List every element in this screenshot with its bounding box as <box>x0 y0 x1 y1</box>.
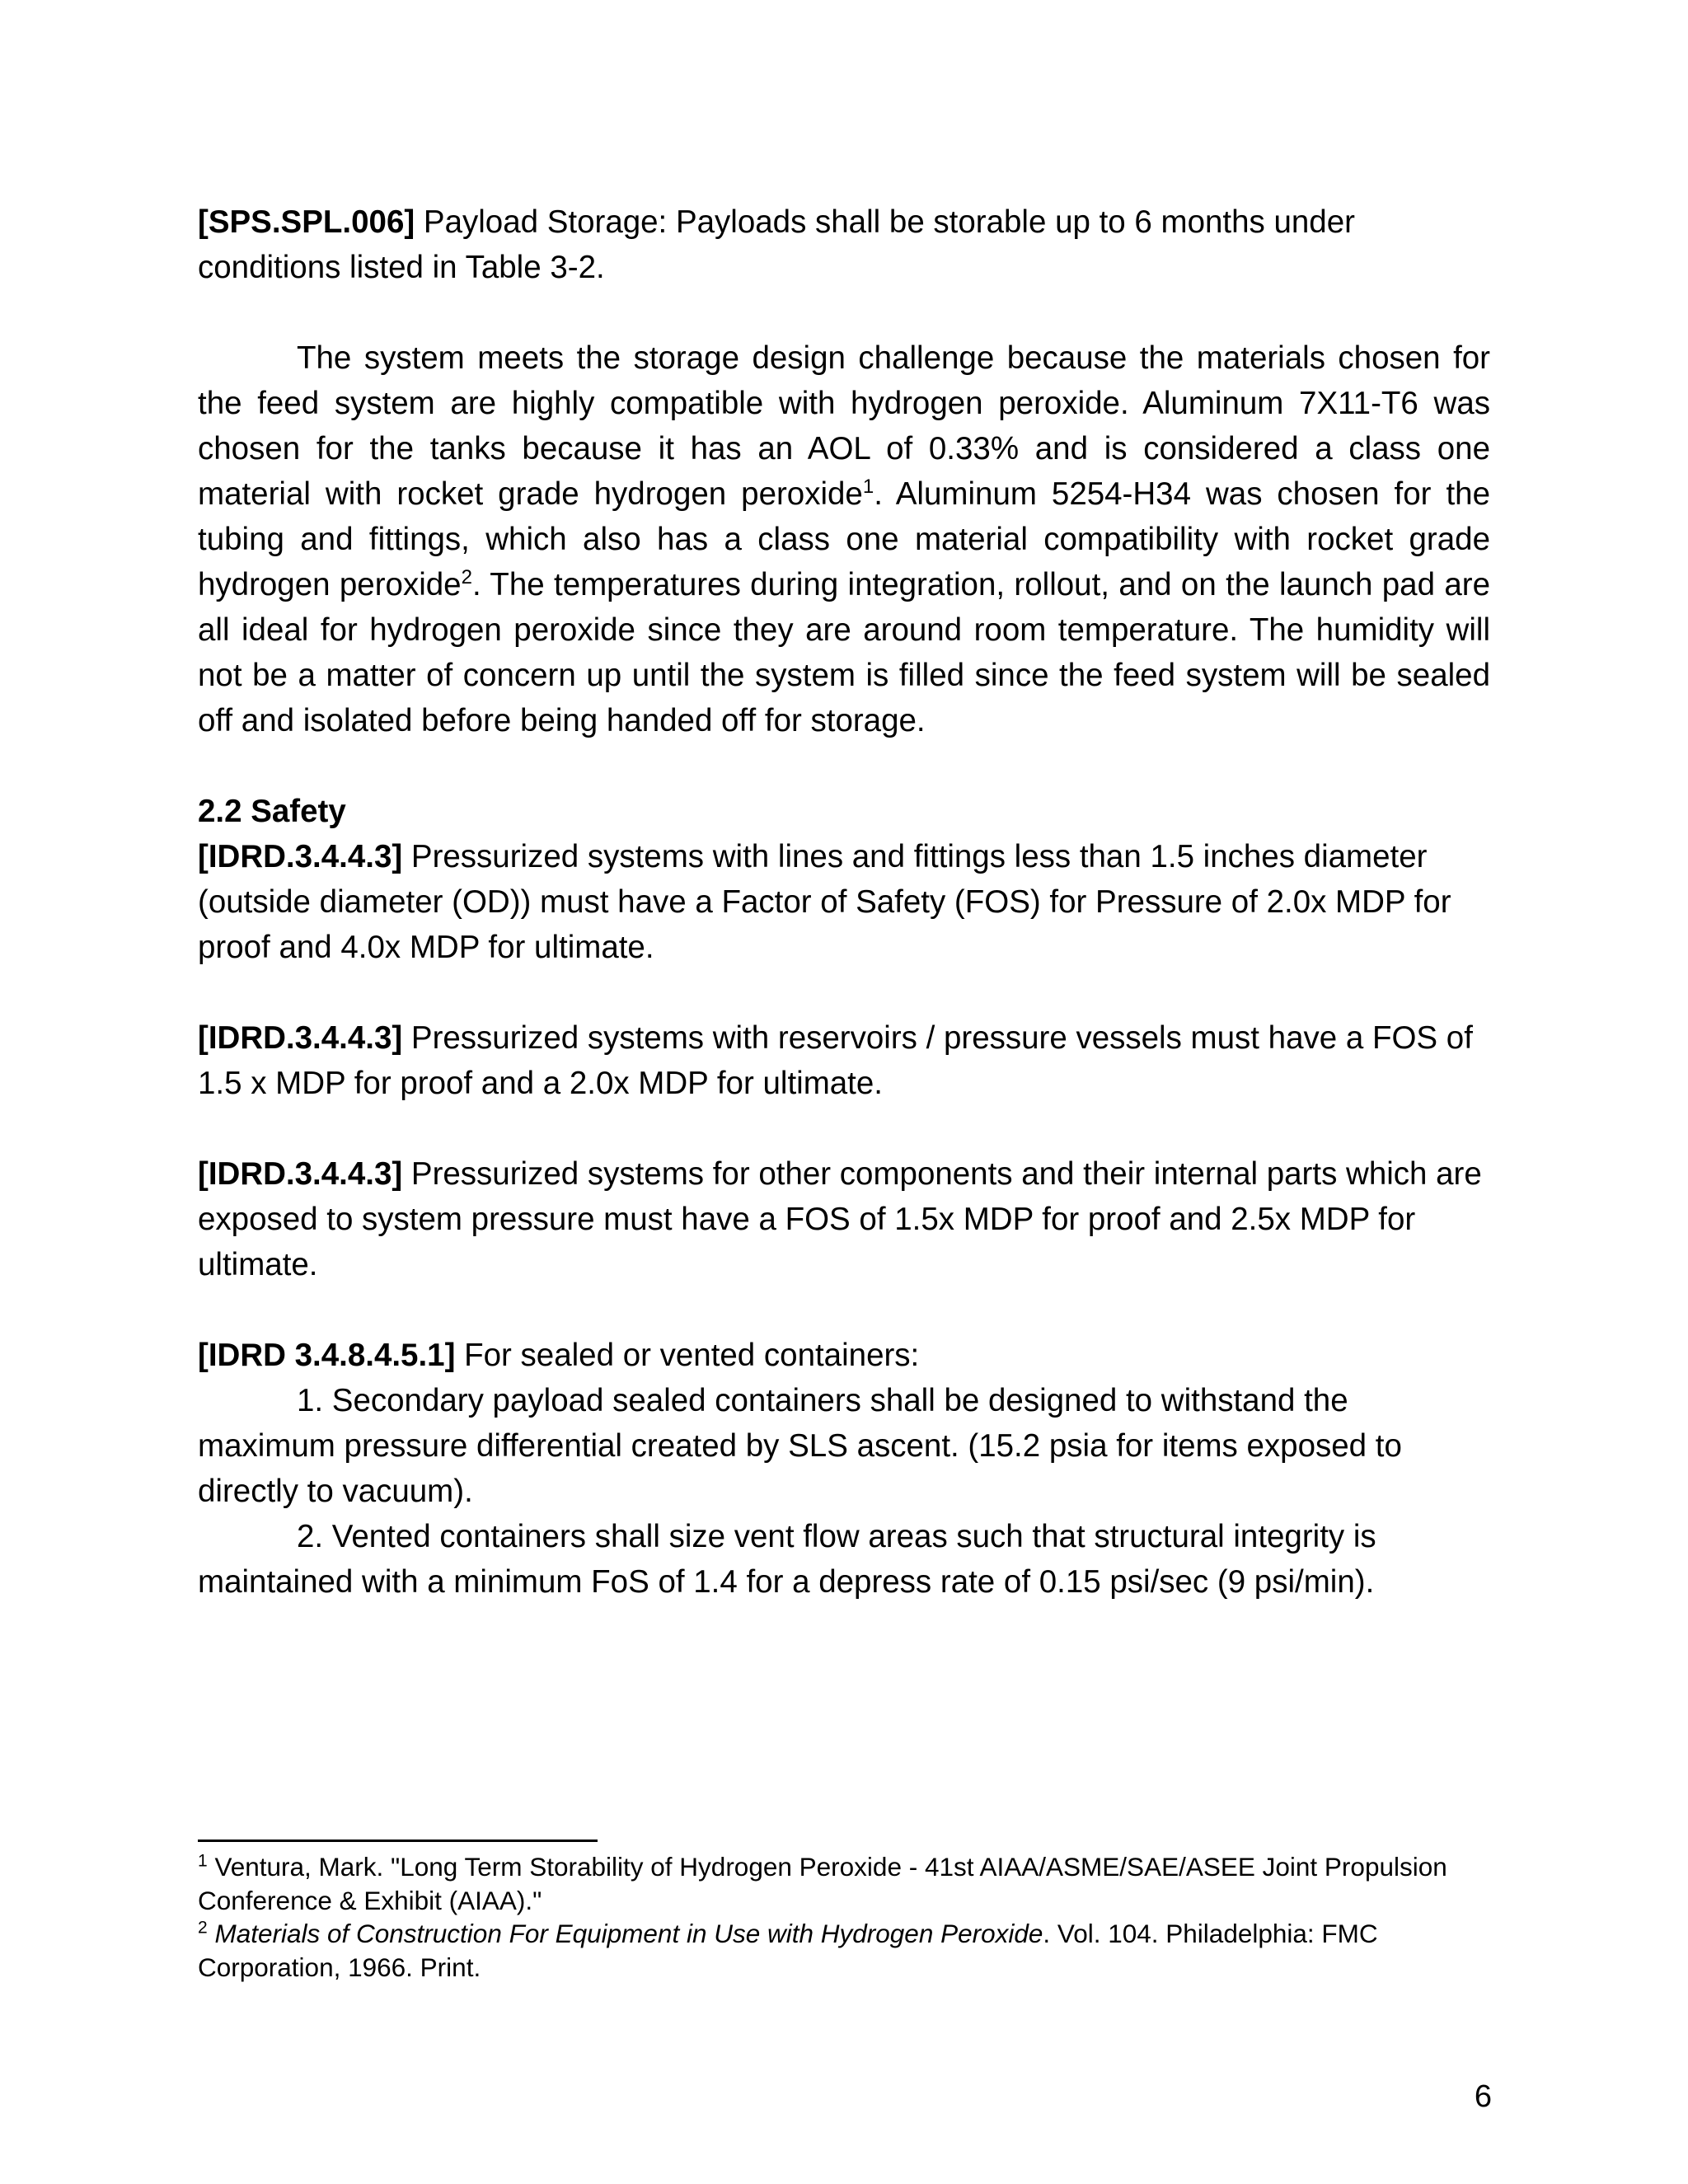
safety-requirement-3 <box>198 1151 1490 1287</box>
footnote-ref-2[interactable]: 2 <box>461 566 472 589</box>
requirement-text: Pressurized systems with reservoirs / pressure vessels must have a FOS of 1.5 x MDP for proof and a 2.0x MDP for ultimate. <box>198 1020 1473 1101</box>
storage-text-part3: . The temperatures during integration, rollout, and on the launch pad are all ideal for hydrogen peroxide since they are around room temperature. The humidity will not be a matter of concern up until the system is filled since the feed system will be sealed off and isolated before being handed off for storage. <box>198 567 1490 738</box>
footnote-1 <box>198 1850 1490 1917</box>
footnote-text-2: . Vol. 104. Philadelphia: FMC Corporation, 1966. Print. <box>198 1919 1378 1982</box>
safety-requirement-2 <box>198 1015 1490 1106</box>
footnote-mark-2: 2 <box>198 1918 208 1938</box>
storage-text-part2: . Aluminum 5254-H34 was chosen for the tubing and fittings, which also has a class one material compatibility with rocket grade hydrogen peroxide <box>198 476 1490 602</box>
main-body <box>198 199 1490 1605</box>
containers-item-2: 2. Vented containers shall size vent flow areas such that structural integrity is maintained with a minimum FoS of 1.4 for a depress rate of 0.15 psi/sec (9 psi/min). <box>198 1519 1376 1600</box>
section-heading-safety <box>198 789 1490 834</box>
section-heading-text: 2.2 Safety <box>198 794 346 829</box>
requirement-id: [IDRD.3.4.4.3] <box>198 1020 403 1056</box>
requirement-text: Pressurized systems with lines and fittings less than 1.5 inches diameter (outside diameter (OD)) must have a Factor of Safety (FOS) for Pressure of 2.0x MDP for proof and 4.0x MDP for ultimate. <box>198 839 1451 965</box>
footnote-mark-1: 1 <box>198 1851 208 1871</box>
containers-requirement <box>198 1333 1490 1378</box>
storage-paragraph <box>198 335 1490 743</box>
requirement-storage <box>198 199 1490 290</box>
requirement-id: [IDRD 3.4.8.4.5.1] <box>198 1338 456 1373</box>
footnote-title-2: Materials of Construction For Equipment in Use with Hydrogen Peroxide <box>214 1919 1043 1948</box>
footnote-ref-1[interactable]: 1 <box>862 476 874 499</box>
page-number: 6 <box>1474 2079 1492 2114</box>
requirement-text: For sealed or vented containers: <box>455 1338 920 1373</box>
requirement-text: Payload Storage: Payloads shall be storable up to 6 months under conditions listed in Table 3-2. <box>198 204 1355 285</box>
containers-item-1: 1. Secondary payload sealed containers shall be designed to withstand the maximum pressure differential created by SLS ascent. (15.2 psia for items exposed to directly to vacuum). <box>198 1383 1402 1509</box>
requirement-id: [IDRD.3.4.4.3] <box>198 839 403 874</box>
requirement-text: Pressurized systems for other components and their internal parts which are exposed to system pressure must have a FOS of 1.5x MDP for proof and 2.5x MDP for ultimate. <box>198 1156 1482 1282</box>
footnote-divider <box>198 1840 598 1842</box>
requirement-id: [IDRD.3.4.4.3] <box>198 1156 403 1192</box>
footnote-2 <box>198 1917 1490 1984</box>
storage-text-part1: The system meets the storage design challenge because the materials chosen for the feed system are highly compatible with hydrogen peroxide. Aluminum 7X11-T6 was chosen for the tanks because it has an AOL of 0.33% and is considered a class one material with rocket grade hydrogen peroxide <box>198 340 1490 512</box>
footnotes <box>198 1850 1490 1984</box>
requirement-id: [SPS.SPL.006] <box>198 204 415 240</box>
safety-requirement-1 <box>198 834 1490 970</box>
footnote-text-1: Ventura, Mark. "Long Term Storability of Hydrogen Peroxide - 41st AIAA/ASME/SAE/ASEE Joint Propulsion Conference & Exhibit (AIAA)." <box>198 1852 1447 1915</box>
